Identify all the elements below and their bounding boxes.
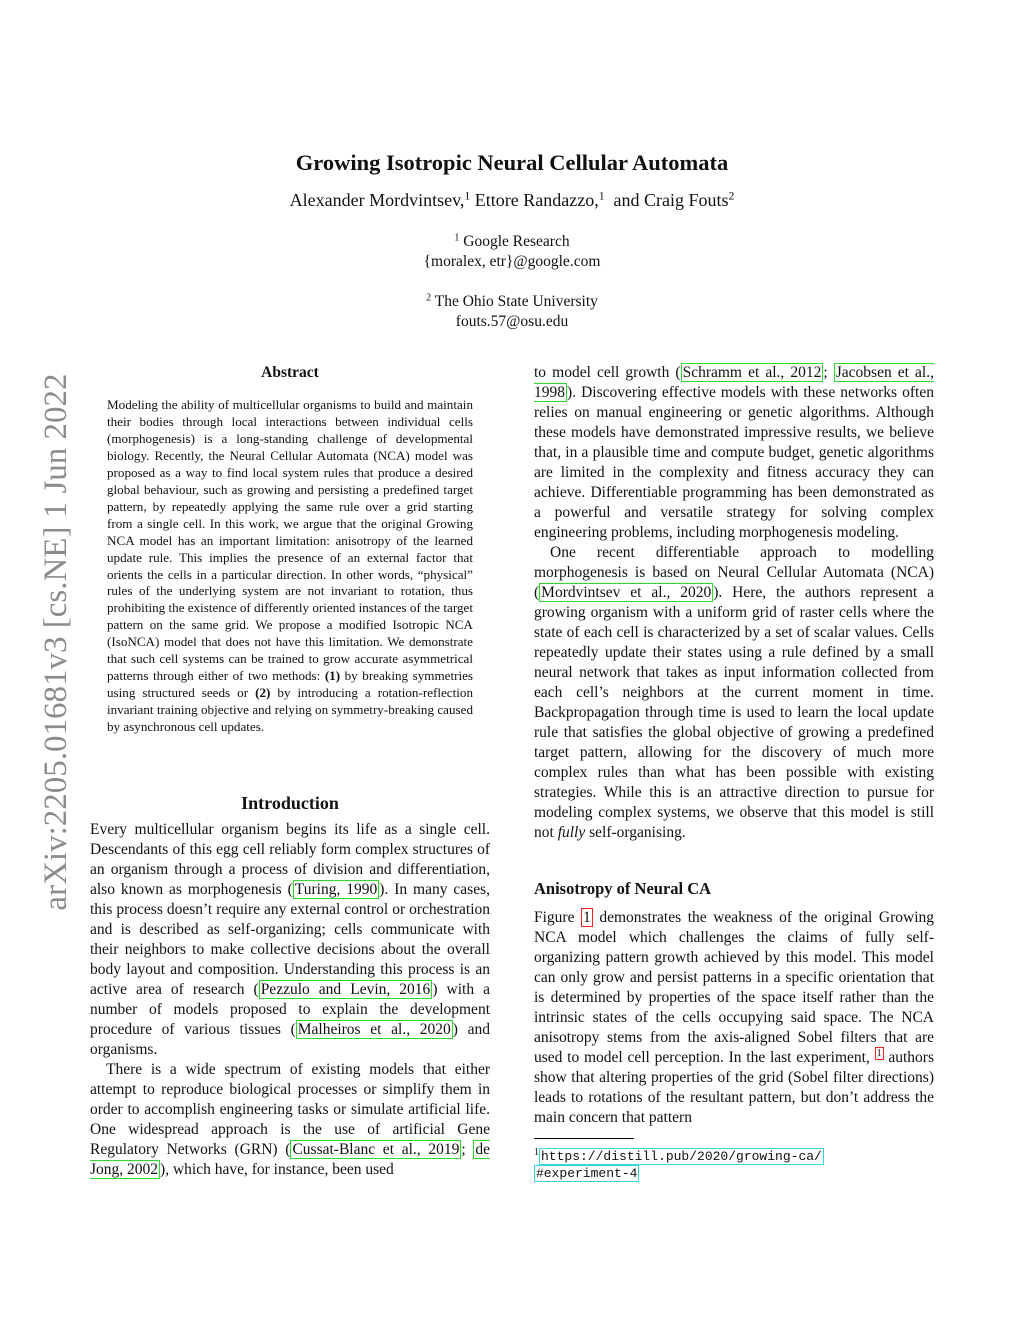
text-run: to model cell growth ( [534, 364, 681, 381]
abstract-part: by breaking symmetries using structured seeds or [107, 668, 473, 701]
introduction-heading: Introduction [241, 793, 339, 813]
author-name: and Craig Fouts [613, 190, 729, 210]
anisotropy-subheading: Anisotropy of Neural CA [534, 879, 712, 898]
text-run: demonstrates the weakness of the original Growing NCA model which challenges the claims of fully self-organizing pattern growth achieved by this model. This model can only grow and persist patterns in a specific orientation that is determined by properties of the space itself rather than the intrinsic states of the cells occupying said space. The NCA anisotropy stems from the axis-aligned Sobel filters that are used to model cell perception. In the last experiment, [534, 909, 934, 1066]
author-name: Alexander Mordvintsev, [289, 190, 465, 210]
right-column-body [534, 363, 934, 843]
abstract-text [107, 397, 473, 736]
abstract-heading: Abstract [261, 364, 319, 381]
paper-title: Growing Isotropic Neural Cellular Automata [295, 150, 729, 175]
citation-link[interactable]: Jacobsen et al., 1998 [534, 364, 934, 401]
affil-mark: 1 [454, 232, 460, 244]
text-run: One recent differentiable approach to modelling morphogenesis is based on Neural Cellular Automata (NCA) ( [534, 544, 934, 601]
text-run: ; [823, 364, 834, 381]
text-run: ), which have, for instance, been used [160, 1161, 394, 1178]
citation-link[interactable]: de Jong, 2002 [90, 1141, 490, 1178]
text-run: self-organising. [585, 824, 686, 841]
text-run: Every multicellular organism begins its life as a single cell. Descendants of this egg cell reliably form complex structures of an organism through a process of division and differentiation, also known as morphogenesis ( [90, 821, 490, 898]
text-run: ). Here, the authors represent a growing organism with a uniform grid of raster cells where the state of each cell is characterized by a set of scalar values. Cells repeatedly update their states using a rule defined by a small neural network that takes as input information collected from each cell’s neighbors at the current moment in time. Backpropagation through time is used to learn the local update rule that satisfies the global objective of growing a predefined target pattern, allowing for the discovery of much more complex rules than what has been possible with existing strategies. While this is an attractive direction to pursue for modeling complex systems, we observe that this model is still not [534, 584, 934, 841]
text-run: ; [461, 1141, 474, 1158]
footnote-rule [534, 1138, 634, 1139]
footnote-url[interactable]: https://distill.pub/2020/growing-ca/ [541, 1149, 822, 1164]
right-paragraph-3 [534, 908, 934, 1128]
citation-link[interactable]: Schramm et al., 2012 [682, 364, 822, 381]
emphasis-text: fully [557, 824, 586, 841]
author-affil-mark: 1 [598, 189, 605, 203]
footnote-url-anchor[interactable]: #experiment-4 [536, 1166, 638, 1181]
citation-link[interactable]: Turing, 1990 [294, 881, 378, 898]
text-run: ) with a number of models proposed to explain the development procedure of various tissues ( [90, 981, 491, 1038]
intro-paragraph-1 [90, 820, 490, 1060]
abstract-part: Modeling the ability of multicellular organisms to build and maintain their bodies through local interactions between individual cells (morphogenesis) is a long-standing challenge of developmental biology. Recently, the Neural Cellular Automata (NCA) model was proposed as a way to find local system rules that produce a desired global behaviour, such as growing and persisting a predefined target pattern, by repeatedly applying the same rule over a grid starting from a single cell. In this work, we argue that the original Growing NCA model has an important limitation: anisotropy of the learned update rule. This implies the presence of an external factor that orients the cells in a particular direction. In other words, “physical” rules of the underlying system are not invariant to rotation, thus prohibiting the existence of differently oriented instances of the target pattern on the same grid. We propose a modified Isotropic NCA (IsoNCA) model that does not have this limitation. We demonstrate that such cell systems can be trained to grow accurate asymmetrical patterns through either of two methods: [107, 397, 473, 684]
figure-ref-link[interactable]: 1 [583, 909, 591, 926]
affiliation-block [0, 292, 1024, 332]
affil-mark: 2 [426, 292, 432, 304]
abstract-part: by introducing a rotation-reflection invariant training objective and relying on symmetry-breaking caused by asynchronous cell updates. [107, 685, 473, 735]
affil-org: The Ohio State University [434, 293, 598, 310]
citation-link[interactable]: Malheiros et al., 2020 [297, 1021, 451, 1038]
author-affil-mark: 1 [464, 189, 471, 203]
affil-email: {moralex, etr}@google.com [423, 253, 601, 270]
affiliation-block [0, 232, 1024, 272]
footnote-mark: 1 [534, 1147, 539, 1158]
affil-org: Google Research [463, 233, 570, 250]
right-paragraph-1 [534, 363, 934, 543]
text-run: There is a wide spectrum of existing models that either attempt to reproduce biological processes or simplify them in order to accomplish engineering tasks or simulate artificial life. One widespread approach is the use of artificial Gene Regulatory Networks (GRN) ( [90, 1061, 490, 1158]
author-list [0, 190, 1024, 211]
intro-paragraph-2 [90, 1060, 490, 1180]
footnote-ref-link[interactable]: 1 [876, 1048, 882, 1060]
arxiv-side-label: arXiv:2205.01681v3 [cs.NE] 1 Jun 2022 [38, 373, 74, 911]
text-run: Figure [534, 909, 582, 926]
citation-link[interactable]: Mordvintsev et al., 2020 [541, 584, 712, 601]
author-name: Ettore Randazzo, [474, 190, 599, 210]
text-run: authors show that altering properties of the grid (Sobel filter directions) leads to rotations of the resultant pattern, but don’t address the main concern that pattern [534, 1049, 934, 1126]
footnote [534, 1144, 934, 1182]
text-run: ) and organisms. [90, 1021, 490, 1058]
citation-link[interactable]: Cussat-Blanc et al., 2019 [292, 1141, 460, 1158]
citation-link[interactable]: Pezzulo and Levin, 2016 [260, 981, 431, 998]
abstract-method-2: (2) [255, 685, 271, 701]
right-paragraph-2 [534, 543, 934, 843]
author-affil-mark: 2 [728, 189, 735, 203]
text-run: ). In many cases, this process doesn’t require any external control or orchestration and is described as self-organizing; cells communicate with their neighbors to make collective decisions about the overall body layout and composition. Understanding this process is an active area of research ( [90, 881, 490, 998]
affil-email: fouts.57@osu.edu [455, 313, 569, 330]
left-column-body [90, 820, 490, 1180]
text-run: ). Discovering effective models with these networks often relies on manual engineering or genetic algorithms. Although these models have demonstrated impressive results, we believe that, in a plausible time and compute budget, genetic algorithms are limited in the complexity and fitness accuracy they can achieve. Differentiable programming has been demonstrated as a powerful and versatile strategy for solving complex engineering problems, including morphogenesis modeling. [534, 384, 934, 541]
abstract-method-1: (1) [324, 668, 341, 684]
right-column-body-2 [534, 908, 934, 1128]
